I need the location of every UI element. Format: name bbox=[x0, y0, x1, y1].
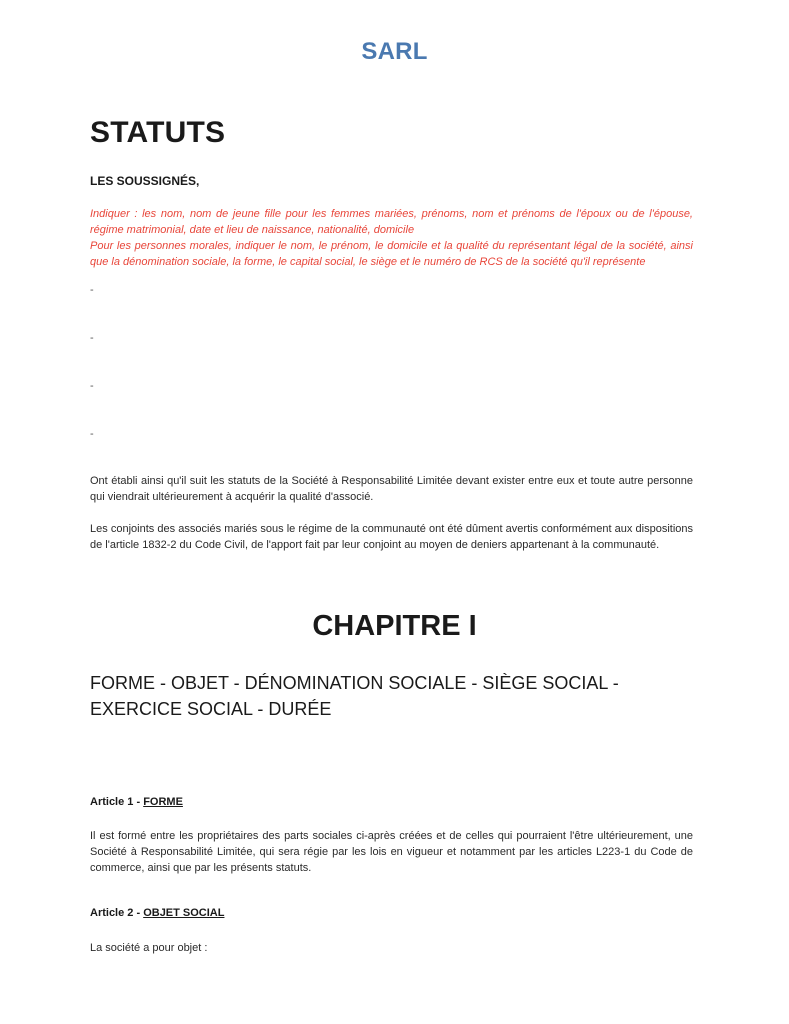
paragraph-conjoints: Les conjoints des associés mariés sous le régime de la communauté ont été dûment avertis conformément aux dispositions de l'article 1832-2 du Code Civil, de l'apport fait par leur conjoint au moyen de deniers appartenant à la communauté. bbox=[90, 523, 693, 551]
chapter-title: CHAPITRE I bbox=[312, 610, 477, 642]
article-1-title: FORME bbox=[143, 796, 183, 808]
instructions-line-1: Indiquer : les nom, nom de jeune fille pour les femmes mariées, prénoms, nom et prénoms de l'époux ou de l'épouse, régime matrimonial, date et lieu de naissance, nationalité, domicile bbox=[90, 208, 693, 236]
placeholder-dash: - bbox=[90, 380, 94, 392]
placeholder-dash: - bbox=[90, 428, 94, 440]
chapter-subtitle: FORME - OBJET - DÉNOMINATION SOCIALE - SIÈGE SOCIAL - EXERCICE SOCIAL - DURÉE bbox=[90, 673, 619, 719]
instructions-line-2: Pour les personnes morales, indiquer le nom, le prénom, le domicile et la qualité du représentant légal de la société, ainsi que la dénomination sociale, la forme, le capital social, le siège et le numéro de RCS de la société qu'il représente bbox=[90, 240, 693, 268]
article-2-prefix: Article 2 - bbox=[90, 907, 144, 919]
instructions-block bbox=[90, 206, 693, 270]
article-2-body: La société a pour objet : bbox=[90, 942, 208, 954]
page-header: SARL bbox=[361, 38, 428, 65]
article-2-heading bbox=[90, 907, 693, 919]
placeholder-dash: - bbox=[90, 332, 94, 344]
document-title: STATUTS bbox=[90, 116, 226, 149]
article-1-body: Il est formé entre les propriétaires des parts sociales ci-après créées et de celles qui pourraient l'être ultérieurement, une Société à Responsabilité Limitée, qui sera régie par les lois en vigueur et notamment par les articles L223-1 du Code de commerce, ainsi que par les présents statuts. bbox=[90, 830, 693, 874]
article-2-title: OBJET SOCIAL bbox=[143, 907, 225, 919]
placeholder-dash: - bbox=[90, 284, 94, 296]
article-1-prefix: Article 1 - bbox=[90, 796, 144, 808]
soussignes-heading: LES SOUSSIGNÉS, bbox=[90, 174, 200, 188]
paragraph-statuts: Ont établi ainsi qu'il suit les statuts de la Société à Responsabilité Limitée devant exister entre eux et toute autre personne qui viendrait ultérieurement à acquérir la qualité d'associé. bbox=[90, 475, 693, 503]
article-1-heading bbox=[90, 796, 693, 808]
